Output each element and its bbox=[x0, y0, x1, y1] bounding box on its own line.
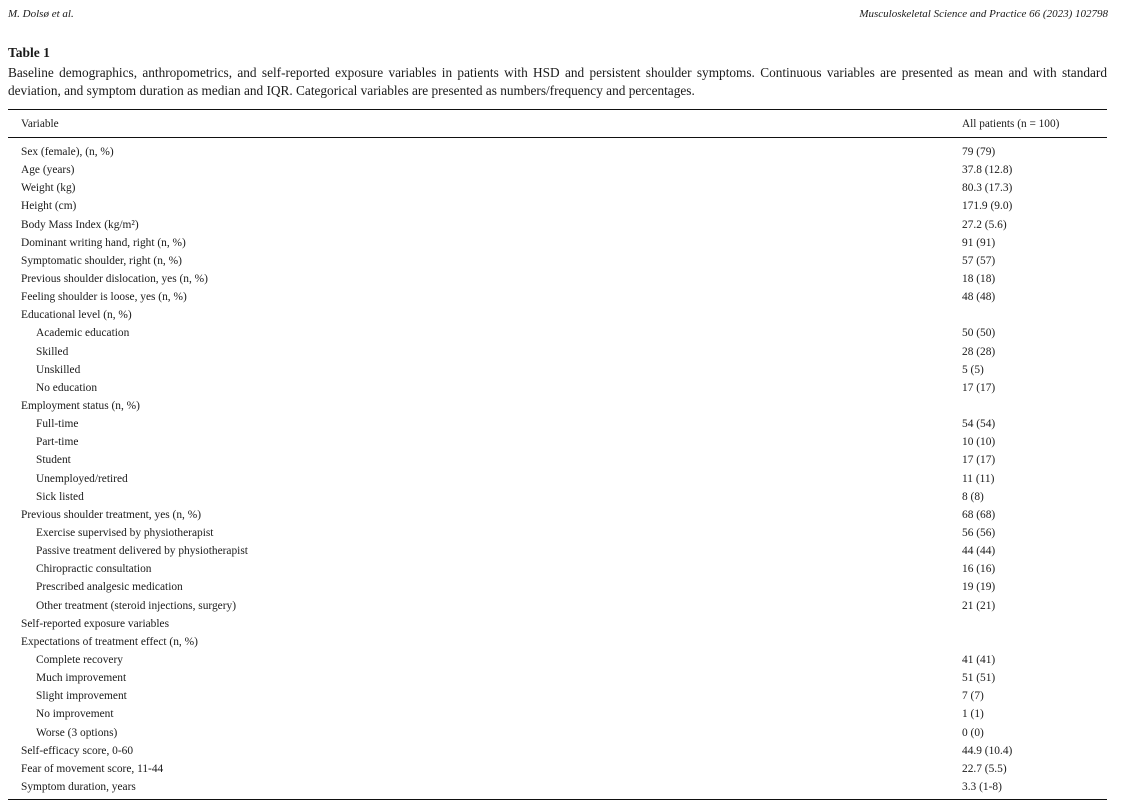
table-row bbox=[0, 742, 1126, 760]
column-header-all-patients: All patients (n = 100) bbox=[962, 118, 1060, 130]
table-row bbox=[0, 488, 1126, 506]
row-variable: Weight (kg) bbox=[21, 182, 76, 195]
row-value: 5 (5) bbox=[962, 363, 984, 376]
table-row bbox=[0, 560, 1126, 578]
journal-running-head: Musculoskeletal Science and Practice 66 (2023) 102798 bbox=[859, 8, 1108, 20]
row-value: 22.7 (5.5) bbox=[962, 762, 1007, 775]
row-value: 19 (19) bbox=[962, 581, 996, 594]
row-value: 8 (8) bbox=[962, 490, 984, 503]
table-row bbox=[0, 252, 1126, 270]
table-row bbox=[0, 669, 1126, 687]
table-row bbox=[0, 451, 1126, 469]
row-variable: Fear of movement score, 11-44 bbox=[21, 762, 164, 775]
table-row bbox=[0, 633, 1126, 651]
table-body bbox=[0, 143, 1126, 796]
row-value: 1 (1) bbox=[962, 708, 984, 721]
row-variable: Student bbox=[36, 454, 71, 467]
row-value: 21 (21) bbox=[962, 599, 996, 612]
row-value: 91 (91) bbox=[962, 236, 996, 249]
table-row bbox=[0, 433, 1126, 451]
row-variable: Much improvement bbox=[36, 672, 127, 685]
row-variable: Self-efficacy score, 0-60 bbox=[21, 744, 134, 757]
row-variable: Self-reported exposure variables bbox=[21, 617, 170, 630]
row-variable: Other treatment (steroid injections, surgery) bbox=[36, 599, 237, 612]
row-variable: Slight improvement bbox=[36, 690, 127, 703]
row-value: 0 (0) bbox=[962, 726, 984, 739]
table-row bbox=[0, 578, 1126, 596]
table-row bbox=[0, 234, 1126, 252]
row-variable: Sex (female), (n, %) bbox=[21, 146, 114, 158]
row-value: 44.9 (10.4) bbox=[962, 744, 1013, 757]
row-value: 10 (10) bbox=[962, 436, 996, 449]
table-row bbox=[0, 397, 1126, 415]
row-variable: Dominant writing hand, right (n, %) bbox=[21, 236, 186, 249]
row-value: 3.3 (1-8) bbox=[962, 780, 1002, 793]
table-row bbox=[0, 524, 1126, 542]
row-value: 27.2 (5.6) bbox=[962, 218, 1007, 231]
table-row bbox=[0, 470, 1126, 488]
row-value: 18 (18) bbox=[962, 272, 996, 285]
row-value: 68 (68) bbox=[962, 508, 996, 521]
row-value: 37.8 (12.8) bbox=[962, 164, 1013, 177]
table-row bbox=[0, 778, 1126, 796]
row-value: 54 (54) bbox=[962, 418, 996, 431]
row-variable: Worse (3 options) bbox=[36, 726, 118, 739]
running-header bbox=[8, 8, 1108, 20]
row-value: 79 (79) bbox=[962, 146, 996, 158]
row-value: 41 (41) bbox=[962, 653, 996, 666]
row-variable: Educational level (n, %) bbox=[21, 309, 132, 322]
table-row bbox=[0, 760, 1126, 778]
row-variable: Body Mass Index (kg/m²) bbox=[21, 218, 139, 231]
row-variable: Full-time bbox=[36, 418, 79, 431]
table-label: Table 1 bbox=[8, 45, 50, 60]
row-variable: Unskilled bbox=[36, 363, 81, 376]
row-variable: Employment status (n, %) bbox=[21, 399, 140, 412]
row-variable: Previous shoulder treatment, yes (n, %) bbox=[21, 508, 201, 521]
row-variable: Symptomatic shoulder, right (n, %) bbox=[21, 254, 182, 267]
table-row bbox=[0, 379, 1126, 397]
row-variable: Chiropractic consultation bbox=[36, 563, 152, 576]
row-variable: Previous shoulder dislocation, yes (n, %) bbox=[21, 272, 208, 285]
table-row bbox=[0, 687, 1126, 705]
row-variable: No education bbox=[36, 381, 98, 394]
row-value: 17 (17) bbox=[962, 454, 996, 467]
table-row bbox=[0, 615, 1126, 633]
row-value: 7 (7) bbox=[962, 690, 984, 703]
table-row bbox=[0, 361, 1126, 379]
row-variable: Passive treatment delivered by physiotherapist bbox=[36, 545, 248, 558]
row-variable: Part-time bbox=[36, 436, 79, 449]
column-header-variable: Variable bbox=[21, 118, 59, 130]
row-value: 11 (11) bbox=[962, 472, 995, 485]
table-row bbox=[0, 288, 1126, 306]
table-row bbox=[0, 306, 1126, 324]
table-row bbox=[0, 705, 1126, 723]
table-row bbox=[0, 542, 1126, 560]
table-header-rule bbox=[8, 137, 1107, 138]
table-row bbox=[0, 324, 1126, 342]
table-row bbox=[0, 651, 1126, 669]
row-value: 80.3 (17.3) bbox=[962, 182, 1013, 195]
row-value: 171.9 (9.0) bbox=[962, 200, 1013, 213]
row-variable: Complete recovery bbox=[36, 653, 123, 666]
row-variable: Feeling shoulder is loose, yes (n, %) bbox=[21, 291, 187, 304]
row-value: 50 (50) bbox=[962, 327, 996, 340]
row-value: 56 (56) bbox=[962, 526, 996, 539]
row-variable: Exercise supervised by physiotherapist bbox=[36, 526, 214, 539]
row-value: 48 (48) bbox=[962, 291, 996, 304]
row-variable: Unemployed/retired bbox=[36, 472, 128, 485]
row-variable: Prescribed analgesic medication bbox=[36, 581, 183, 594]
table-row bbox=[0, 597, 1126, 615]
row-variable: Height (cm) bbox=[21, 200, 77, 213]
table-bottom-rule bbox=[8, 799, 1107, 800]
row-variable: Age (years) bbox=[21, 164, 75, 177]
row-variable: Skilled bbox=[36, 345, 69, 358]
row-variable: Sick listed bbox=[36, 490, 84, 503]
table-row bbox=[0, 161, 1126, 179]
table-row bbox=[0, 724, 1126, 742]
table-row bbox=[0, 179, 1126, 197]
table-row bbox=[0, 197, 1126, 215]
row-value: 44 (44) bbox=[962, 545, 996, 558]
table-row bbox=[0, 415, 1126, 433]
row-variable: No improvement bbox=[36, 708, 114, 721]
table-row bbox=[0, 143, 1126, 161]
table-row bbox=[0, 343, 1126, 361]
row-value: 16 (16) bbox=[962, 563, 996, 576]
table-caption: Baseline demographics, anthropometrics, and self-reported exposure variables in patients with HSD and persistent shoulder symptoms. Continuous variables are presented as mean and with standard deviation, and symptom duration as median and IQR. Categorical variables are presented as numbers/frequency and percentages. bbox=[8, 65, 1107, 98]
row-value: 28 (28) bbox=[962, 345, 996, 358]
row-value: 57 (57) bbox=[962, 254, 996, 267]
row-variable: Academic education bbox=[36, 327, 130, 340]
table-row bbox=[0, 270, 1126, 288]
author-running-head: M. Dolsø et al. bbox=[8, 8, 74, 20]
row-variable: Symptom duration, years bbox=[21, 780, 136, 793]
table-row bbox=[0, 216, 1126, 234]
row-variable: Expectations of treatment effect (n, %) bbox=[21, 635, 198, 648]
row-value: 17 (17) bbox=[962, 381, 996, 394]
table-top-rule bbox=[8, 109, 1107, 110]
table-row bbox=[0, 506, 1126, 524]
row-value: 51 (51) bbox=[962, 672, 996, 685]
